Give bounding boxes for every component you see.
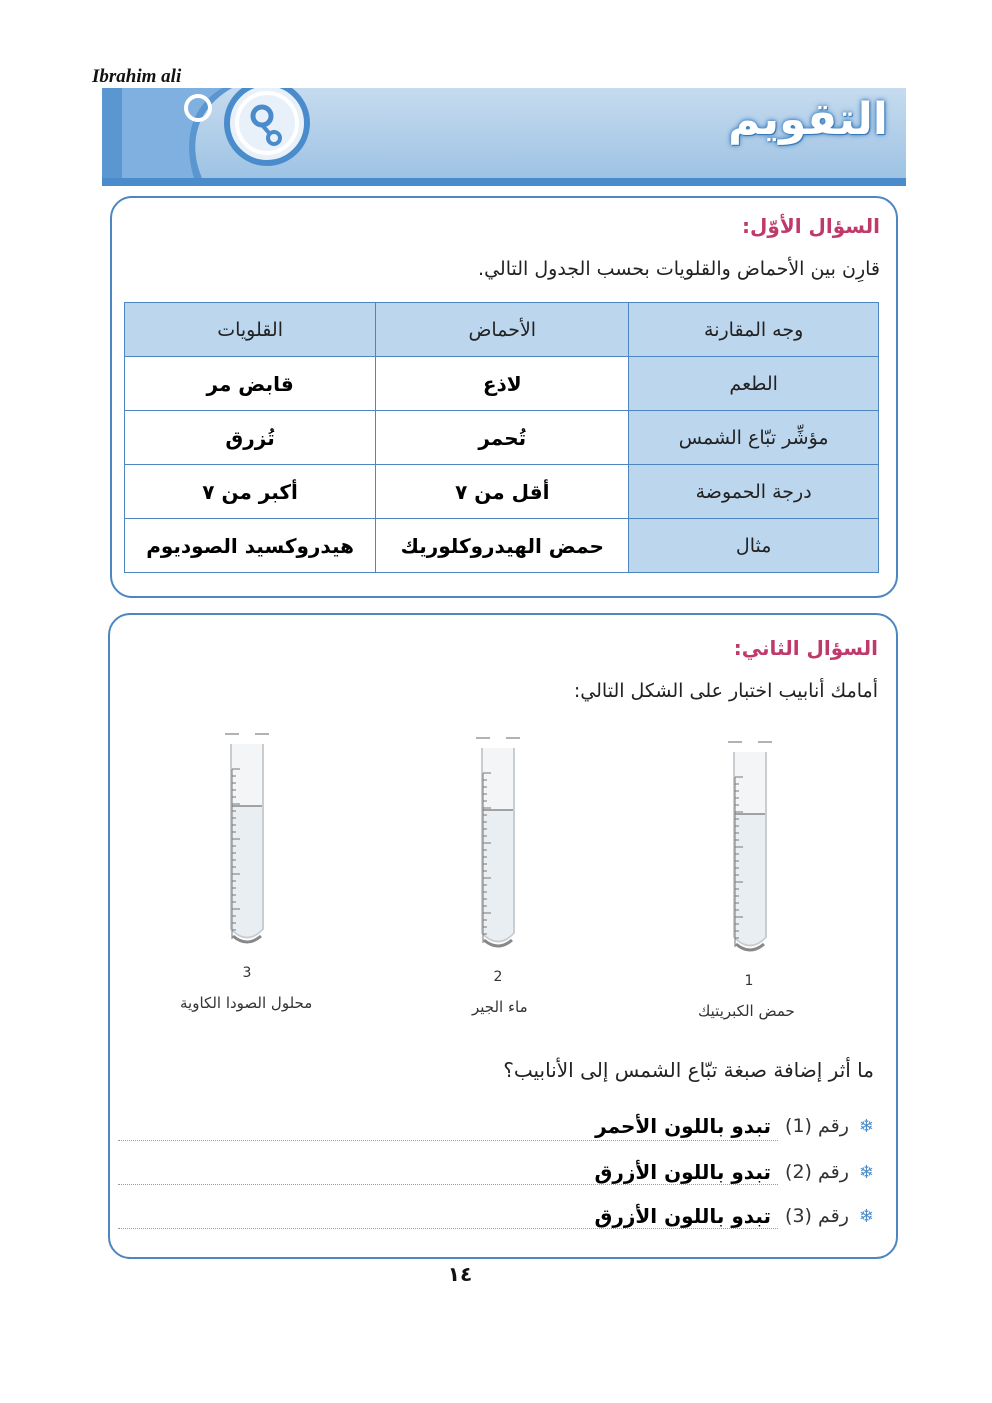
- acid-cell: تُحمر: [376, 411, 629, 465]
- acid-cell: أقل من ٧: [376, 465, 629, 519]
- page-number: ١٤: [447, 1262, 473, 1286]
- row-aspect: مؤشِّر تبّاع الشمس: [629, 411, 879, 465]
- header-bases: القلويات: [125, 303, 376, 357]
- answer-text: تبدو باللون الأحمر: [595, 1114, 772, 1138]
- table-row: [125, 465, 879, 519]
- answer-text: تبدو باللون الأزرق: [594, 1160, 772, 1184]
- tube-label: حمض الكبريتيك: [698, 1002, 795, 1020]
- row-aspect: درجة الحموضة: [629, 465, 879, 519]
- question-one-instruction: قارِن بين الأحماض والقلويات بحسب الجدول التالي.: [478, 258, 880, 280]
- comparison-table: [124, 302, 879, 573]
- header-acids: الأحماض: [376, 303, 629, 357]
- answer-row: [595, 1114, 874, 1138]
- row-aspect: الطعم: [629, 357, 879, 411]
- tube-number: 2: [493, 969, 503, 985]
- snowflake-bullet-icon: ❄: [858, 1115, 874, 1137]
- row-aspect: مثال: [629, 519, 879, 573]
- acid-cell: لاذع: [376, 357, 629, 411]
- section-banner: [102, 88, 906, 186]
- answer-line: [118, 1140, 778, 1141]
- base-cell: أكبر من ٧: [125, 465, 376, 519]
- question-two-instruction: أمامك أنابيب اختبار على الشكل التالي:: [573, 680, 878, 702]
- tube-number: 3: [242, 965, 252, 981]
- acid-cell: حمض الهيدروكلوريك: [376, 519, 629, 573]
- table-row: [125, 519, 879, 573]
- snowflake-bullet-icon: ❄: [858, 1205, 874, 1227]
- test-tube-icon: [720, 732, 780, 962]
- base-cell: قابض مر: [125, 357, 376, 411]
- author-name: Ibrahim ali: [92, 66, 182, 87]
- table-row: [125, 411, 879, 465]
- base-cell: هيدروكسيد الصوديوم: [125, 519, 376, 573]
- table-header-row: [125, 303, 879, 357]
- banner-title: التقويم: [728, 94, 888, 145]
- answer-row: [594, 1160, 874, 1184]
- answer-line: [118, 1184, 778, 1185]
- question-two-heading: السؤال الثاني:: [733, 636, 878, 660]
- header-aspect: وجه المقارنة: [629, 303, 879, 357]
- answer-number: رقم (1): [785, 1115, 849, 1137]
- table-row: [125, 357, 879, 411]
- tube-number: 1: [744, 973, 754, 989]
- answer-number: رقم (3): [785, 1205, 849, 1227]
- answer-number: رقم (2): [785, 1161, 849, 1183]
- base-cell: تُزرق: [125, 411, 376, 465]
- snowflake-bullet-icon: ❄: [858, 1161, 874, 1183]
- tube-label: محلول الصودا الكاوية: [180, 994, 313, 1012]
- tube-label: ماء الجير: [472, 998, 528, 1016]
- answer-line: [118, 1228, 778, 1229]
- litmus-question: ما أثر إضافة صبغة تبّاع الشمس إلى الأنابيب؟: [503, 1058, 874, 1082]
- lab-flask-icon: [102, 88, 362, 178]
- answer-row: [594, 1204, 874, 1228]
- question-one-heading: السؤال الأوّل:: [742, 214, 880, 238]
- answer-text: تبدو باللون الأزرق: [594, 1204, 772, 1228]
- test-tube-icon: [468, 728, 528, 958]
- test-tube-icon: [217, 724, 277, 954]
